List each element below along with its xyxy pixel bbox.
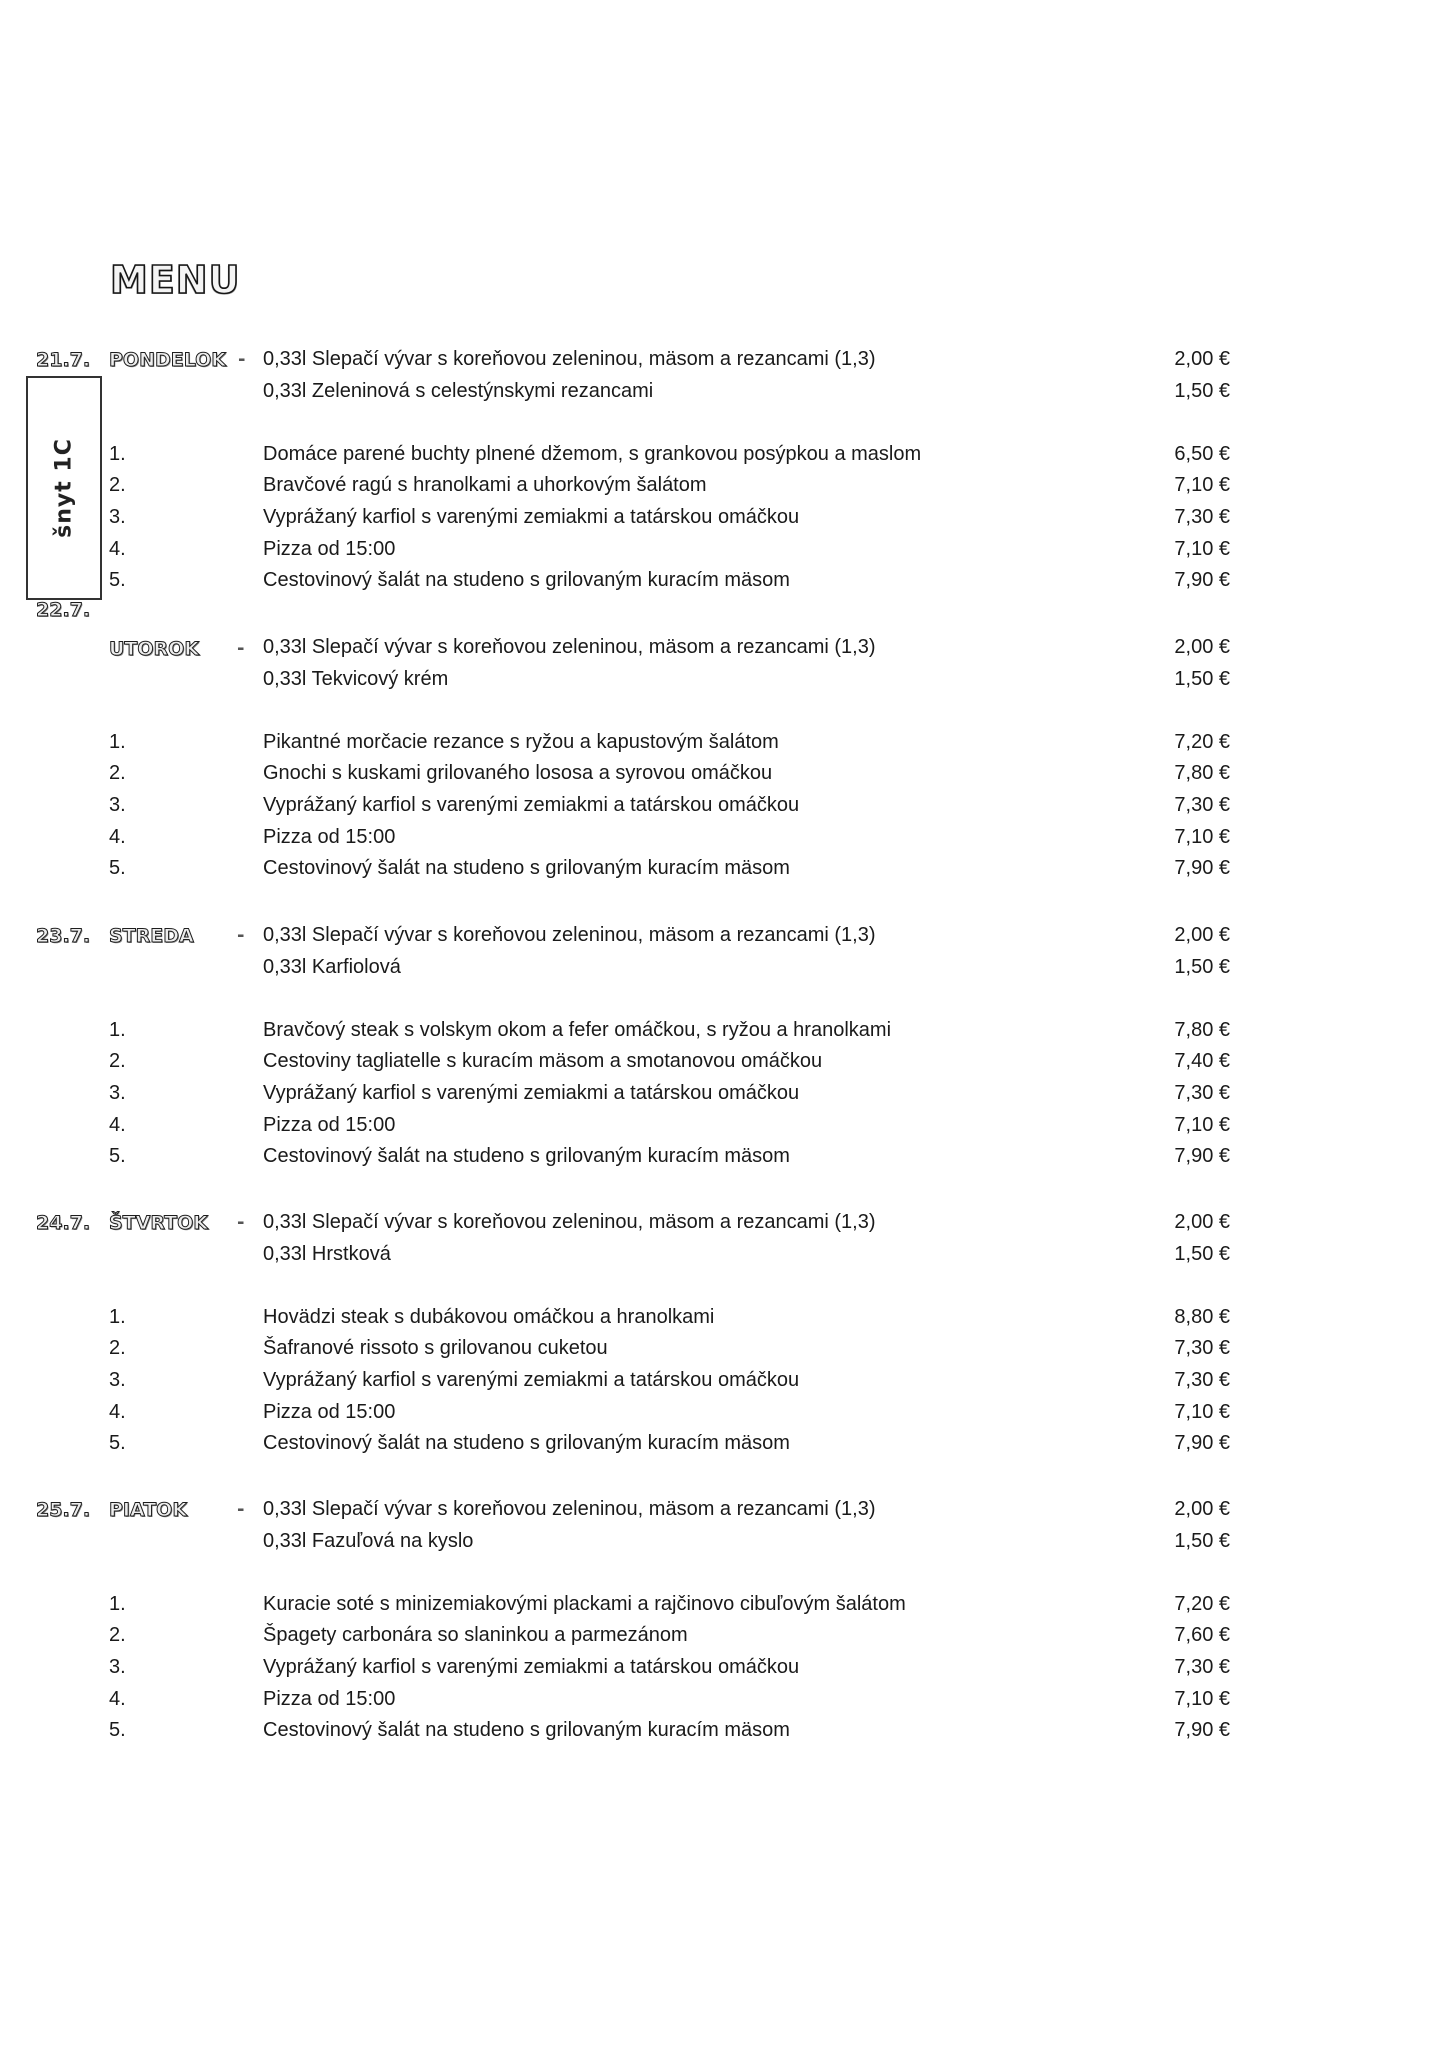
soup-row <box>0 1526 1447 1556</box>
menu-item-number: 1. <box>109 1018 126 1041</box>
menu-item-number: 1. <box>109 1592 126 1615</box>
day-dash: - <box>237 638 245 659</box>
day-date: 21.7. <box>36 349 91 371</box>
menu-item-name: Vyprážaný karfiol s varenými zemiakmi a tatárskou omáčkou <box>263 794 800 816</box>
menu-item-number: 4. <box>109 1113 126 1136</box>
menu-item-price: 7,10 € <box>1174 1687 1230 1710</box>
day-name: ŠTVRTOK <box>109 1212 208 1234</box>
menu-item-row <box>0 727 1447 757</box>
menu-item-price: 7,90 € <box>1174 569 1230 592</box>
soup-name: 0,33l Zeleninová s celestýnskymi rezancami <box>263 379 654 402</box>
menu-item-row <box>0 470 1447 500</box>
day-name: PIATOK <box>109 1499 188 1521</box>
menu-item-name: Cestovinový šalát na studeno s grilovaným kuracím mäsom <box>263 1719 790 1742</box>
menu-item-row <box>0 502 1447 532</box>
menu-item-price: 7,30 € <box>1174 1082 1230 1104</box>
soup-row <box>0 376 1447 406</box>
soup-row <box>0 1494 1447 1524</box>
menu-item-name: Bravčové ragú s hranolkami a uhorkovým šalátom <box>263 474 707 497</box>
menu-item-number: 4. <box>109 537 126 560</box>
menu-item-price: 7,80 € <box>1174 1018 1230 1041</box>
menu-item-number: 2. <box>109 474 126 497</box>
soup-price: 2,00 € <box>1174 924 1230 946</box>
day-dash: - <box>237 1212 245 1233</box>
menu-item-name: Gnochi s kuskami grilovaného lososa a syrovou omáčkou <box>263 762 773 785</box>
menu-item-row <box>0 1046 1447 1076</box>
soup-name: 0,33l Slepačí vývar s koreňovou zeleninou, mäsom a rezancami (1,3) <box>263 924 876 946</box>
menu-item-row <box>0 1589 1447 1619</box>
menu-item-price: 8,80 € <box>1174 1305 1230 1328</box>
soup-price: 2,00 € <box>1174 348 1230 370</box>
menu-item-name: Pizza od 15:00 <box>263 825 396 848</box>
menu-item-number: 5. <box>109 1145 126 1168</box>
menu-item-price: 7,90 € <box>1174 1145 1230 1168</box>
menu-item-row <box>0 853 1447 883</box>
soup-name: 0,33l Slepačí vývar s koreňovou zeleninou, mäsom a rezancami (1,3) <box>263 636 876 658</box>
menu-item-name: Hovädzi steak s dubákovou omáčkou a hranolkami <box>263 1305 715 1328</box>
menu-item-number: 2. <box>109 762 126 785</box>
day-dash: - <box>237 1499 245 1520</box>
soup-row <box>0 1207 1447 1237</box>
menu-item-price: 7,10 € <box>1174 1400 1230 1423</box>
menu-item-row <box>0 1620 1447 1650</box>
menu-item-row <box>0 1428 1447 1458</box>
menu-item-price: 7,90 € <box>1174 857 1230 880</box>
menu-item-price: 7,10 € <box>1174 1113 1230 1136</box>
menu-item-number: 5. <box>109 569 126 592</box>
menu-item-row <box>0 1684 1447 1714</box>
soup-price: 2,00 € <box>1174 636 1230 658</box>
menu-item-price: 7,10 € <box>1174 474 1230 497</box>
day-date: 23.7. <box>36 925 91 947</box>
brand-label: šnyt 1C <box>51 438 77 538</box>
menu-item-price: 7,80 € <box>1174 762 1230 785</box>
soup-price: 2,00 € <box>1174 1498 1230 1520</box>
menu-item-number: 2. <box>109 1050 126 1073</box>
menu-item-name: Pizza od 15:00 <box>263 1687 396 1710</box>
soup-name: 0,33l Slepačí vývar s koreňovou zeleninou, mäsom a rezancami (1,3) <box>263 1498 876 1520</box>
menu-item-price: 7,10 € <box>1174 537 1230 560</box>
menu-item-row <box>0 1365 1447 1395</box>
soup-name: 0,33l Slepačí vývar s koreňovou zeleninou, mäsom a rezancami (1,3) <box>263 1211 876 1233</box>
menu-item-name: Vyprážaný karfiol s varenými zemiakmi a tatárskou omáčkou <box>263 1082 800 1104</box>
menu-item-price: 7,20 € <box>1174 730 1230 753</box>
menu-item-name: Cestovinový šalát na studeno s grilovaným kuracím mäsom <box>263 1145 790 1168</box>
menu-item-price: 7,20 € <box>1174 1592 1230 1615</box>
menu-item-price: 7,40 € <box>1174 1050 1230 1073</box>
menu-item-price: 7,10 € <box>1174 825 1230 848</box>
soup-row <box>0 664 1447 694</box>
menu-item-row <box>0 1715 1447 1745</box>
menu-item-row <box>0 1078 1447 1108</box>
menu-item-row <box>0 1652 1447 1682</box>
menu-item-price: 7,90 € <box>1174 1719 1230 1742</box>
menu-item-price: 7,30 € <box>1174 1337 1230 1360</box>
soup-row <box>0 920 1447 950</box>
menu-item-number: 2. <box>109 1337 126 1360</box>
menu-item-number: 1. <box>109 1305 126 1328</box>
menu-item-number: 4. <box>109 1687 126 1710</box>
menu-item-name: Bravčový steak s volskym okom a fefer omáčkou, s ryžou a hranolkami <box>263 1018 892 1041</box>
day-name: STREDA <box>109 925 194 947</box>
menu-item-number: 4. <box>109 1400 126 1423</box>
menu-item-row <box>0 1110 1447 1140</box>
menu-item-row <box>0 1015 1447 1045</box>
menu-item-number: 3. <box>109 1082 126 1104</box>
menu-item-name: Kuracie soté s minizemiakovými plackami a rajčinovo cibuľovým šalátom <box>263 1592 906 1615</box>
menu-item-number: 3. <box>109 1656 126 1678</box>
day-dash: - <box>237 925 245 946</box>
menu-item-name: Vyprážaný karfiol s varenými zemiakmi a tatárskou omáčkou <box>263 506 800 528</box>
menu-item-name: Pizza od 15:00 <box>263 537 396 560</box>
menu-item-price: 7,90 € <box>1174 1432 1230 1455</box>
menu-item-row <box>0 1333 1447 1363</box>
menu-item-price: 7,30 € <box>1174 506 1230 528</box>
menu-item-number: 3. <box>109 794 126 816</box>
menu-item-number: 5. <box>109 857 126 880</box>
soup-name: 0,33l Hrstková <box>263 1242 391 1265</box>
day-date: 22.7. <box>36 599 91 621</box>
menu-item-number: 5. <box>109 1719 126 1742</box>
soup-price: 1,50 € <box>1174 667 1230 690</box>
day-date: 25.7. <box>36 1499 91 1521</box>
soup-price: 1,50 € <box>1174 955 1230 978</box>
menu-item-name: Pizza od 15:00 <box>263 1400 396 1423</box>
menu-item-name: Šafranové rissoto s grilovanou cuketou <box>263 1337 608 1360</box>
menu-item-row <box>0 822 1447 852</box>
soup-name: 0,33l Slepačí vývar s koreňovou zeleninou, mäsom a rezancami (1,3) <box>263 348 876 370</box>
menu-item-name: Cestoviny tagliatelle s kuracím mäsom a smotanovou omáčkou <box>263 1050 823 1073</box>
page-title: MENU <box>110 258 241 302</box>
menu-item-name: Cestovinový šalát na studeno s grilovaným kuracím mäsom <box>263 857 790 880</box>
soup-row <box>0 632 1447 662</box>
menu-item-row <box>0 758 1447 788</box>
menu-item-price: 7,30 € <box>1174 1656 1230 1678</box>
menu-item-number: 3. <box>109 506 126 528</box>
menu-item-row <box>0 1141 1447 1171</box>
soup-row <box>0 344 1447 374</box>
soup-name: 0,33l Tekvicový krém <box>263 667 449 690</box>
menu-item-price: 6,50 € <box>1174 442 1230 465</box>
menu-item-number: 5. <box>109 1432 126 1455</box>
menu-item-row <box>0 439 1447 469</box>
menu-item-price: 7,60 € <box>1174 1624 1230 1647</box>
menu-item-number: 1. <box>109 730 126 753</box>
soup-name: 0,33l Fazuľová na kyslo <box>263 1529 474 1552</box>
menu-item-row <box>0 1397 1447 1427</box>
menu-item-name: Domáce parené buchty plnené džemom, s grankovou posýpkou a maslom <box>263 442 922 465</box>
soup-price: 1,50 € <box>1174 379 1230 402</box>
soup-row <box>0 952 1447 982</box>
day-dash: - <box>238 349 246 370</box>
menu-item-name: Vyprážaný karfiol s varenými zemiakmi a tatárskou omáčkou <box>263 1656 800 1678</box>
menu-item-number: 3. <box>109 1369 126 1391</box>
menu-item-name: Pizza od 15:00 <box>263 1113 396 1136</box>
menu-item-name: Cestovinový šalát na studeno s grilovaným kuracím mäsom <box>263 569 790 592</box>
menu-item-row <box>0 790 1447 820</box>
menu-item-name: Cestovinový šalát na studeno s grilovaným kuracím mäsom <box>263 1432 790 1455</box>
day-date: 24.7. <box>36 1212 91 1234</box>
menu-item-number: 1. <box>109 442 126 465</box>
soup-name: 0,33l Karfiolová <box>263 955 401 978</box>
menu-item-price: 7,30 € <box>1174 1369 1230 1391</box>
soup-price: 2,00 € <box>1174 1211 1230 1233</box>
day-name: PONDELOK <box>109 349 227 371</box>
soup-price: 1,50 € <box>1174 1242 1230 1265</box>
menu-item-name: Vyprážaný karfiol s varenými zemiakmi a tatárskou omáčkou <box>263 1369 800 1391</box>
day-name: UTOROK <box>109 638 200 660</box>
menu-item-number: 2. <box>109 1624 126 1647</box>
menu-item-name: Pikantné morčacie rezance s ryžou a kapustovým šalátom <box>263 730 779 753</box>
menu-item-price: 7,30 € <box>1174 794 1230 816</box>
menu-item-number: 4. <box>109 825 126 848</box>
menu-item-row <box>0 534 1447 564</box>
menu-item-row <box>0 1302 1447 1332</box>
soup-price: 1,50 € <box>1174 1529 1230 1552</box>
menu-item-row <box>0 565 1447 595</box>
soup-row <box>0 1239 1447 1269</box>
menu-item-name: Špagety carbonára so slaninkou a parmezánom <box>263 1624 688 1647</box>
